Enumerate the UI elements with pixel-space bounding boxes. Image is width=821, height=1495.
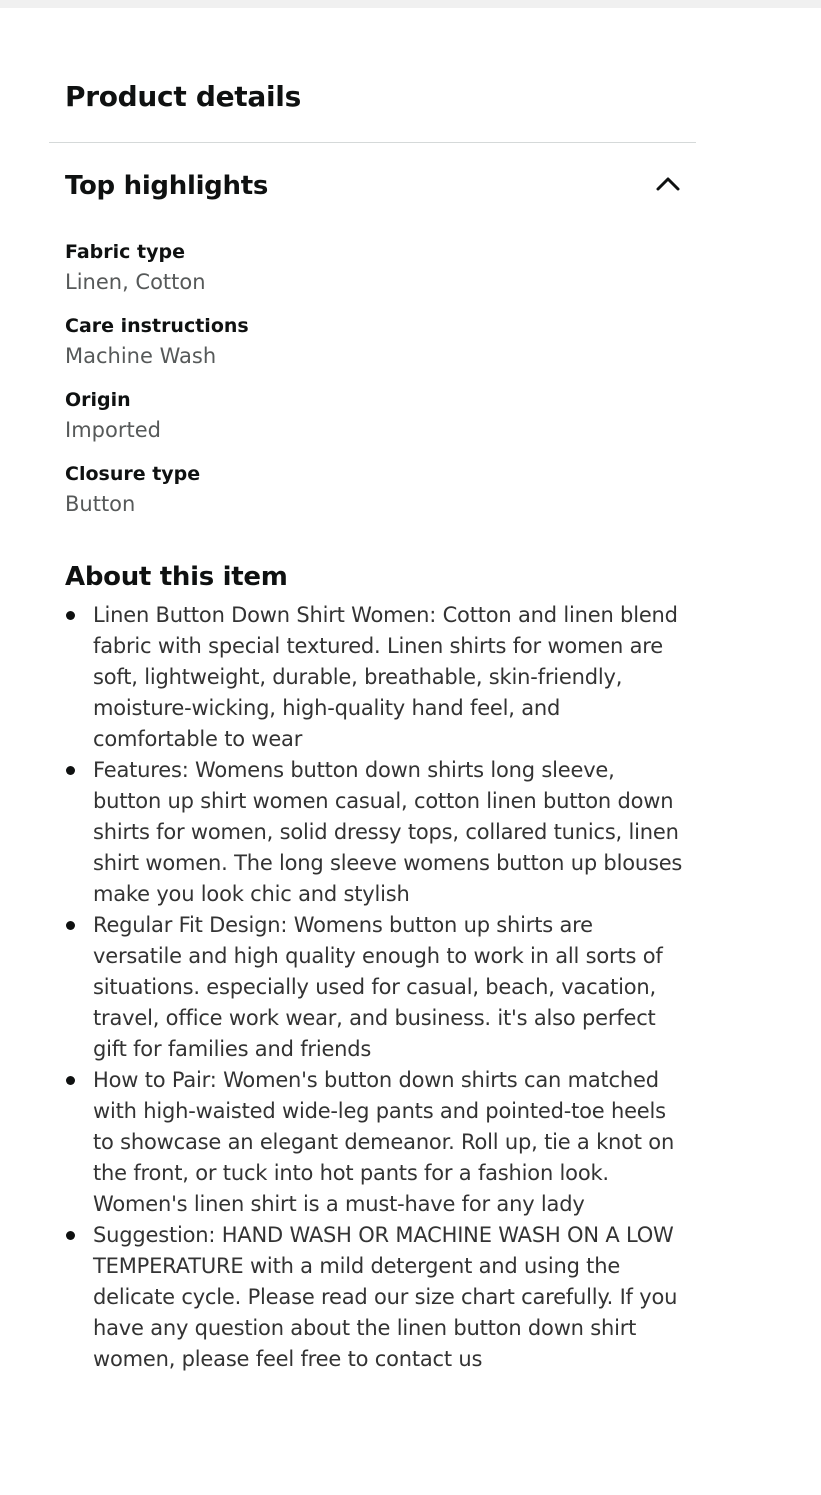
list-item bbox=[65, 600, 685, 755]
bullet-text: Suggestion: HAND WASH OR MACHINE WASH ON A LOW TEMPERATURE with a mild detergent and using the delicate cycle. Please read our size chart carefully. If you have any question about the linen button down shirt women, please feel free to contact us bbox=[93, 1223, 678, 1371]
bullet-icon bbox=[66, 611, 75, 620]
highlight-value: Linen, Cotton bbox=[65, 270, 206, 294]
top-highlights-toggle[interactable] bbox=[49, 160, 696, 216]
list-item bbox=[65, 1220, 685, 1375]
top-highlights-list bbox=[65, 238, 685, 534]
about-this-item-list bbox=[65, 600, 685, 1375]
top-strip bbox=[0, 0, 821, 8]
highlight-closure-type bbox=[65, 460, 685, 534]
bullet-icon bbox=[66, 1231, 75, 1240]
highlight-label: Closure type bbox=[65, 463, 201, 485]
bullet-icon bbox=[66, 921, 75, 930]
list-item bbox=[65, 755, 685, 910]
highlight-origin bbox=[65, 386, 685, 460]
bottom-blank-area bbox=[0, 1380, 821, 1495]
highlight-label: Origin bbox=[65, 389, 131, 411]
highlight-label: Care instructions bbox=[65, 315, 249, 337]
bullet-icon bbox=[66, 766, 75, 775]
top-highlights-title: Top highlights bbox=[65, 171, 269, 201]
bullet-text: Features: Womens button down shirts long sleeve, button up shirt women casual, cotton linen button down shirts for women, solid dressy tops, collared tunics, linen shirt women. The long sleeve womens button up blouses make you look chic and stylish bbox=[93, 758, 683, 906]
bullet-text: Linen Button Down Shirt Women: Cotton and linen blend fabric with special textured. Linen shirts for women are soft, lightweight, durable, breathable, skin-friendly, moisture-wicking, high-quality hand feel, and comfortable to wear bbox=[93, 603, 678, 751]
bullet-text: Regular Fit Design: Womens button up shirts are versatile and high quality enough to work in all sorts of situations. especially used for casual, beach, vacation, travel, office work wear, and business. it's also perfect gift for families and friends bbox=[93, 913, 663, 1061]
highlight-value: Imported bbox=[65, 418, 161, 442]
about-this-item-title: About this item bbox=[65, 562, 288, 592]
highlight-label: Fabric type bbox=[65, 241, 186, 263]
highlight-value: Button bbox=[65, 492, 136, 516]
bullet-icon bbox=[66, 1076, 75, 1085]
bullet-text: How to Pair: Women's button down shirts can matched with high-waisted wide-leg pants and pointed-toe heels to showcase an elegant demeanor. Roll up, tie a knot on the front, or tuck into hot pants for a fashion look. Women's linen shirt is a must-have for any lady bbox=[93, 1068, 675, 1216]
highlight-fabric-type bbox=[65, 238, 685, 312]
highlight-value: Machine Wash bbox=[65, 344, 217, 368]
page-title: Product details bbox=[65, 80, 301, 113]
list-item bbox=[65, 910, 685, 1065]
highlight-care-instructions bbox=[65, 312, 685, 386]
section-divider bbox=[49, 142, 696, 143]
chevron-up-icon[interactable] bbox=[655, 174, 681, 192]
list-item bbox=[65, 1065, 685, 1220]
